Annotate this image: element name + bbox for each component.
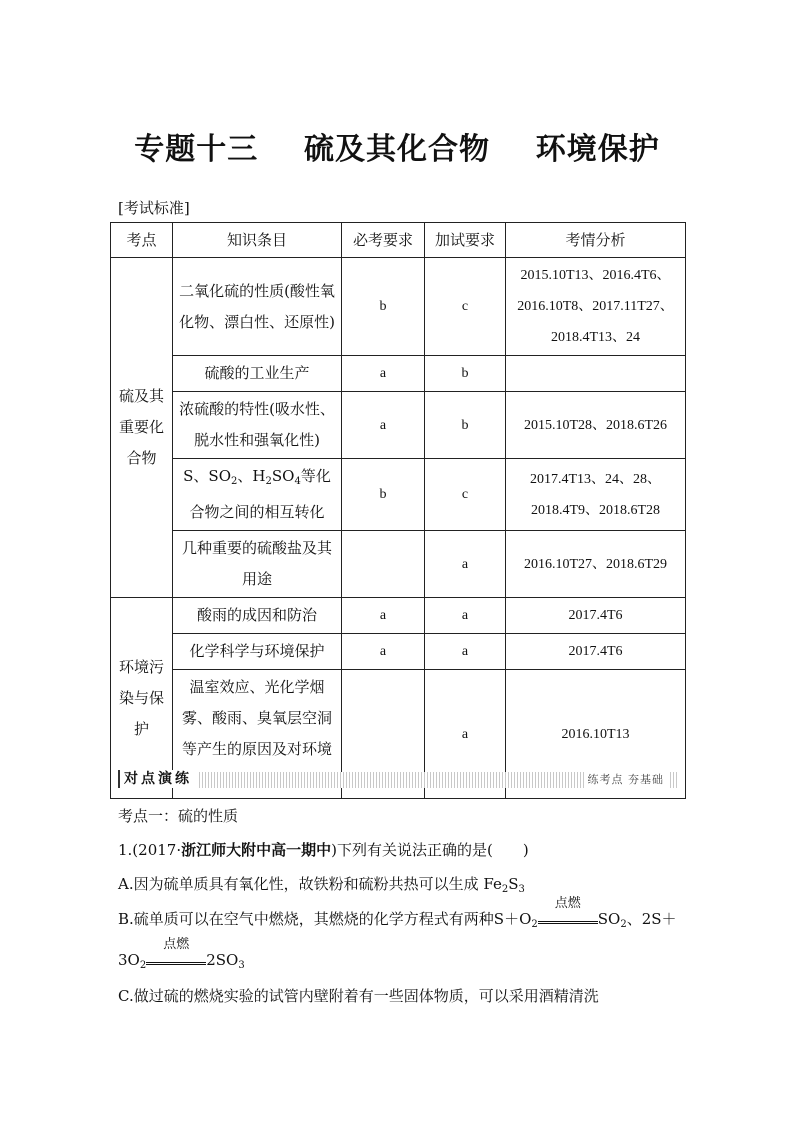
header-extra: 加试要求 [425,223,506,258]
item-cell: 硫酸的工业生产 [173,356,342,392]
analysis-cell: 2015.10T28、2018.6T26 [506,392,686,459]
header-analysis: 考情分析 [506,223,686,258]
option-c: C.做过硫的燃烧实验的试管内壁附着有一些固体物质，可以采用酒精清洗 [118,987,599,1005]
table-row [111,356,686,392]
option-b-line2: $3O_2$ 点燃 $2SO_3$ [118,937,245,971]
extra-cell: c [425,258,506,356]
item-cell: 几种重要的硫酸盐及其用途 [173,531,342,598]
required-cell: a [342,598,425,634]
section-bar [118,772,678,788]
required-cell [342,531,425,598]
analysis-cell: 2017.4T6 [506,634,686,670]
analysis-cell: 2017.4T13、24、28、2018.4T9、2018.6T28 [506,459,686,531]
title-part-3: 环境保护 [535,132,660,167]
section-title: 对点演练 [118,770,198,788]
standard-table [110,222,686,799]
analysis-cell: 2015.10T13、2016.4T6、2016.10T8、2017.11T27、2018.4T13、24 [506,258,686,356]
analysis-cell: 2016.10T13 [506,670,686,799]
required-cell: a [342,356,425,392]
required-cell: a [342,392,425,459]
extra-cell: a [425,531,506,598]
question-stem: 1.(2017·浙江师大附中高一期中)下列有关说法正确的是( ) [118,841,529,859]
standard-label: [考试标准] [118,199,190,217]
table-row [111,598,686,634]
page-title [0,124,794,168]
table-row [111,392,686,459]
item-cell: 化学科学与环境保护 [173,634,342,670]
extra-cell: a [425,598,506,634]
option-a: A.因为硫单质具有氧化性，故铁粉和硫粉共热可以生成 $Fe_2S_3$ [118,875,525,895]
analysis-cell: 2017.4T6 [506,598,686,634]
required-cell: a [342,634,425,670]
extra-cell: a [425,670,506,799]
item-cell: S、$SO_2$、$H_2SO_4$等化合物之间的相互转化 [173,459,342,531]
item-cell: 二氧化硫的性质(酸性氧化物、漂白性、还原性) [173,258,342,356]
extra-cell: b [425,392,506,459]
required-cell: b [342,258,425,356]
topic-cell: 环境污染与保护 [111,598,173,799]
table-row [111,459,686,531]
item-cell: 酸雨的成因和防治 [173,598,342,634]
table-header-row [111,223,686,258]
table-row [111,634,686,670]
analysis-cell: 2016.10T27、2018.6T29 [506,531,686,598]
analysis-cell [506,356,686,392]
extra-cell: c [425,459,506,531]
header-item: 知识条目 [173,223,342,258]
question-source: 浙江师大附中高一期中 [181,841,332,859]
equation-arrow [538,896,598,924]
header-required: 必考要求 [342,223,425,258]
extra-cell: b [425,356,506,392]
required-cell: b [342,459,425,531]
reaction-condition: 点燃 [163,937,190,952]
table-row [111,258,686,356]
header-topic: 考点 [111,223,173,258]
reaction-condition: 点燃 [554,896,581,911]
item-cell: 浓硫酸的特性(吸水性、脱水性和强氧化性) [173,392,342,459]
title-part-1: 专题十三 [134,132,259,167]
title-part-2: 硫及其化合物 [304,132,490,167]
item-cell: 温室效应、光化学烟雾、酸雨、臭氧层空洞等产生的原因及对环境 [173,670,342,799]
equation-arrow [146,937,206,965]
section-subtitle: 练考点 夯基础 [584,772,669,788]
option-b-line1: B.硫单质可以在空气中燃烧，其燃烧的化学方程式有两种$S+O_2$ 点燃 $SO_2$、2S＋ [118,896,677,930]
extra-cell: a [425,634,506,670]
table-row [111,531,686,598]
topic-cell: 硫及其重要化合物 [111,258,173,598]
point-title: 考点一：硫的性质 [118,807,239,825]
